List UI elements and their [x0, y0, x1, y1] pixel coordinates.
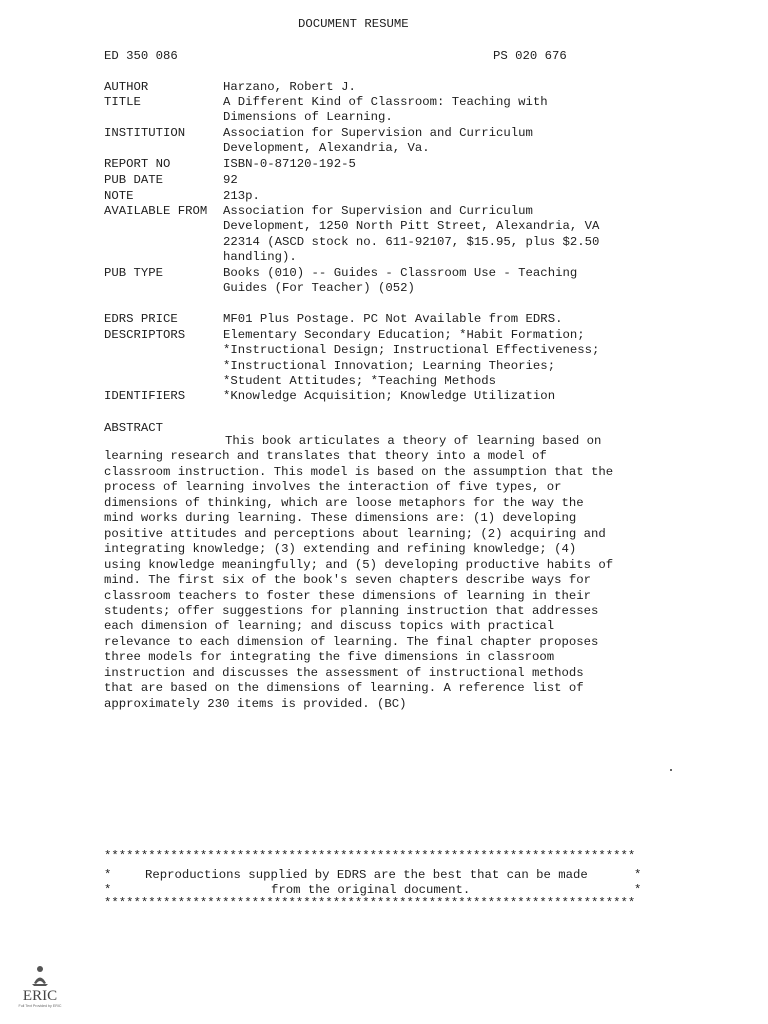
field-value-line: *Instructional Innovation; Learning Theories; — [223, 358, 556, 373]
eric-logo — [10, 962, 70, 1010]
abstract-label: ABSTRACT — [104, 421, 164, 435]
abstract-line: mind works during learning. These dimensions are: (1) developing — [104, 511, 577, 526]
field-value-line: Development, 1250 North Pitt Street, Alexandria, VA — [223, 219, 600, 234]
field-value-line: Books (010) -- Guides - Classroom Use - Teaching — [223, 266, 578, 280]
field-label: AUTHOR — [104, 80, 149, 94]
field-value — [223, 204, 599, 266]
field-value — [223, 157, 356, 172]
field-value-line: *Knowledge Acquisition; Knowledge Utilization — [223, 389, 556, 403]
field-value-line: Association for Supervision and Curriculum — [223, 126, 533, 140]
field-value-line: ISBN-0-87120-192-5 — [223, 157, 356, 171]
field-value — [223, 312, 562, 327]
field-value-line: 92 — [223, 173, 238, 187]
abstract-line: positive attitudes and perceptions about learning; (2) acquiring and — [104, 526, 606, 541]
field-value-line: Dimensions of Learning. — [223, 110, 393, 125]
field-value-line: 22314 (ASCD stock no. 611-92107, $15.95, plus $2.50 — [223, 234, 600, 249]
abstract-line: mind. The first six of the book's seven chapters describe ways for — [104, 573, 592, 588]
abstract-line: students; offer suggestions for planning instruction that addresses — [104, 603, 599, 618]
abstract-line: classroom instruction. This model is based on the assumption that the — [104, 464, 614, 479]
abstract-line: This book articulates a theory of learning based on — [225, 434, 602, 448]
field-label: IDENTIFIERS — [104, 389, 186, 403]
logo-subtext: Full Text Provided by ERIC — [18, 1004, 62, 1008]
abstract-line: integrating knowledge; (3) extending and refining knowledge; (4) — [104, 542, 577, 557]
field-value-line: Guides (For Teacher) (052) — [223, 281, 415, 296]
field-label: EDRS PRICE — [104, 312, 178, 326]
field-value — [223, 389, 555, 404]
abstract-line: relevance to each dimension of learning. The final chapter proposes — [104, 634, 599, 649]
field-value-line: MF01 Plus Postage. PC Not Available from EDRS. — [223, 312, 563, 326]
field-value-line: 213p. — [223, 189, 260, 203]
notice-star-right: * — [634, 868, 642, 882]
field-value-line: Harzano, Robert J. — [223, 80, 356, 94]
abstract-line: each dimension of learning; and discuss topics with practical — [104, 619, 555, 634]
logo-text: ERIC — [22, 988, 58, 1004]
abstract-text — [104, 434, 613, 712]
field-value — [223, 80, 356, 95]
ed-number: ED 350 086 — [104, 49, 178, 63]
field-value-line: Association for Supervision and Curriculum — [223, 204, 533, 218]
field-value — [223, 328, 599, 390]
abstract-line: classroom teachers to foster these dimensions of learning in their — [104, 588, 592, 603]
field-value — [223, 95, 548, 126]
field-value-line: Elementary Secondary Education; *Habit Formation; — [223, 328, 585, 342]
field-value-line: handling). — [223, 250, 297, 265]
abstract-line: using knowledge meaningfully; and (5) developing productive habits of — [104, 557, 614, 572]
notice-star-right: * — [634, 883, 642, 897]
abstract-line: three models for integrating the five dimensions in classroom — [104, 650, 555, 665]
abstract-line: that are based on the dimensions of learning. A reference list of — [104, 681, 584, 696]
abstract-line: process of learning involves the interaction of five types, or — [104, 480, 562, 495]
field-label: DESCRIPTORS — [104, 328, 186, 342]
field-label: TITLE — [104, 95, 141, 109]
field-value — [223, 126, 533, 157]
field-value — [223, 173, 238, 188]
field-value — [223, 266, 577, 297]
document-title: DOCUMENT RESUME — [298, 17, 409, 31]
field-label: PUB TYPE — [104, 266, 164, 280]
notice-line-1: Reproductions supplied by EDRS are the best that can be made — [145, 868, 588, 882]
abstract-line: learning research and translates that theory into a model of — [104, 449, 547, 464]
abstract-line: instruction and discusses the assessment of instructional methods — [104, 665, 584, 680]
field-value-line: *Student Attitudes; *Teaching Methods — [223, 374, 497, 389]
field-label: NOTE — [104, 189, 134, 203]
field-value-line: *Instructional Design; Instructional Effectiveness; — [223, 343, 600, 358]
notice-star-left: * — [104, 883, 112, 897]
field-value — [223, 189, 260, 204]
field-label: AVAILABLE FROM — [104, 204, 208, 218]
field-value-line: Development, Alexandria, Va. — [223, 141, 430, 156]
field-label: REPORT NO — [104, 157, 171, 171]
abstract-line: dimensions of thinking, which are loose metaphors for the way the — [104, 495, 584, 510]
ps-number: PS 020 676 — [493, 49, 567, 63]
notice-border-bottom: ************************************************************************ — [104, 896, 636, 910]
field-label: INSTITUTION — [104, 126, 186, 140]
reader-figure-icon — [32, 966, 48, 986]
field-value-line: A Different Kind of Classroom: Teaching with — [223, 95, 548, 109]
notice-border-top: ************************************************************************ — [104, 849, 636, 863]
field-label: PUB DATE — [104, 173, 164, 187]
abstract-line: approximately 230 items is provided. (BC) — [104, 696, 407, 711]
notice-star-left: * — [104, 868, 112, 882]
notice-line-2: from the original document. — [271, 883, 471, 897]
scan-speck — [670, 769, 672, 771]
